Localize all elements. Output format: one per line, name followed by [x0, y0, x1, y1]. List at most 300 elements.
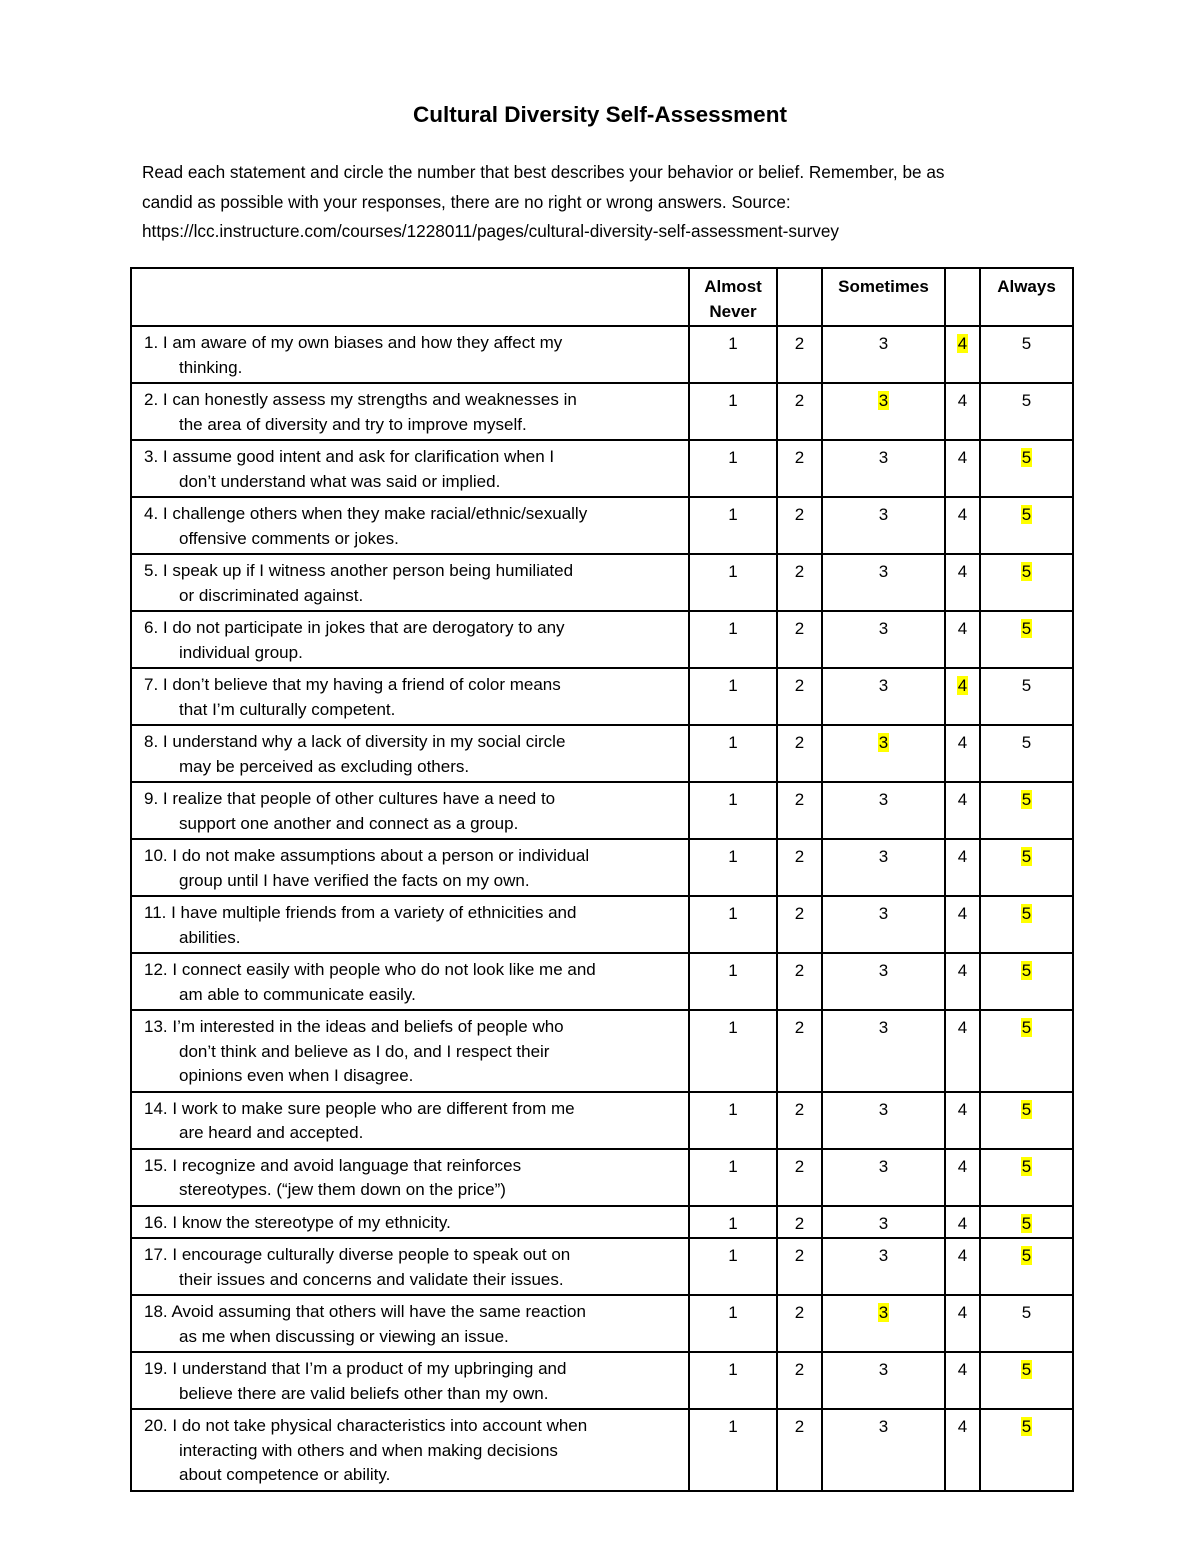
statement-cell	[131, 1238, 689, 1295]
table-row	[131, 1010, 1073, 1092]
statement-text: I encourage culturally diverse people to speak out on	[172, 1245, 571, 1264]
rating-value: 2	[794, 334, 805, 353]
statement-text: I realize that people of other cultures have a need to	[162, 789, 556, 808]
statement-text: I have multiple friends from a variety of ethnicities and	[171, 903, 577, 922]
rating-cell-1[interactable]	[689, 440, 777, 497]
table-row	[131, 782, 1073, 839]
rating-value: 2	[794, 1213, 805, 1233]
rating-value: 1	[728, 619, 738, 638]
statement-text: I don’t believe that my having a friend of color means	[162, 675, 561, 694]
statement-number: 7.	[144, 675, 159, 694]
rating-cell-3[interactable]	[822, 1206, 945, 1239]
statement-number: 19.	[144, 1359, 168, 1378]
statement-text: don’t think and believe as I do, and I respect their	[179, 1041, 550, 1061]
rating-value: 3	[878, 1360, 889, 1379]
rating-value: 4	[957, 391, 968, 410]
statement-text: I work to make sure people who are different from me	[172, 1098, 575, 1118]
rating-cell-3[interactable]	[822, 1352, 945, 1409]
statement-text: I do not make assumptions about a person or individual	[172, 846, 590, 865]
statement-cell	[131, 896, 689, 953]
assessment-table	[130, 267, 1074, 1492]
rating-value: 3	[878, 1018, 889, 1037]
rating-value: 1	[728, 562, 738, 581]
statement-cell	[131, 1149, 689, 1206]
statement-text: I do not participate in jokes that are derogatory to any	[162, 618, 565, 637]
rating-cell-5[interactable]	[980, 953, 1073, 1010]
rating-cell-4[interactable]	[945, 1352, 980, 1409]
rating-cell-3[interactable]	[822, 839, 945, 896]
statement-text: I understand why a lack of diversity in my social circle	[162, 732, 566, 751]
rating-value: 3	[878, 847, 889, 866]
rating-value: 4	[957, 733, 968, 752]
statement-cell	[131, 1409, 689, 1491]
rating-value-selected: 5	[1021, 1156, 1032, 1176]
rating-cell-4[interactable]	[945, 725, 980, 782]
rating-cell-2[interactable]	[777, 383, 822, 440]
statement-cell	[131, 383, 689, 440]
rating-cell-5[interactable]	[980, 1295, 1073, 1352]
rating-cell-5[interactable]	[980, 725, 1073, 782]
table-row	[131, 1352, 1073, 1409]
header-almost-never-label: Almost Never	[704, 277, 762, 321]
statement-cell	[131, 782, 689, 839]
rating-value: 4	[957, 1156, 968, 1176]
rating-value: 3	[878, 562, 889, 581]
rating-cell-1[interactable]	[689, 383, 777, 440]
rating-cell-4[interactable]	[945, 896, 980, 953]
rating-cell-5[interactable]	[980, 1238, 1073, 1295]
rating-value: 5	[1021, 733, 1032, 752]
rating-value: 4	[957, 904, 968, 923]
statement-text: group until I have verified the facts on my own.	[179, 870, 530, 890]
rating-value: 4	[957, 1099, 968, 1119]
rating-value: 2	[794, 733, 805, 752]
rating-value: 1	[728, 1303, 738, 1322]
table-row	[131, 839, 1073, 896]
rating-cell-5[interactable]	[980, 896, 1073, 953]
rating-value: 2	[794, 676, 805, 695]
rating-cell-5[interactable]	[980, 1409, 1073, 1491]
rating-cell-3[interactable]	[822, 440, 945, 497]
rating-cell-1[interactable]	[689, 1010, 777, 1092]
statement-text: abilities.	[179, 927, 241, 947]
rating-value: 4	[957, 1303, 968, 1322]
statement-text: may be perceived as excluding others.	[179, 756, 470, 776]
rating-cell-4[interactable]	[945, 839, 980, 896]
table-row	[131, 497, 1073, 554]
rating-cell-4[interactable]	[945, 554, 980, 611]
rating-value: 4	[957, 961, 968, 980]
table-row	[131, 1238, 1073, 1295]
rating-value: 2	[794, 1099, 805, 1119]
rating-cell-4[interactable]	[945, 1409, 980, 1491]
rating-value: 2	[794, 1303, 805, 1322]
statement-number: 20.	[144, 1416, 168, 1435]
rating-cell-1[interactable]	[689, 1409, 777, 1491]
statement-text: opinions even when I disagree.	[179, 1066, 414, 1085]
statement-text: support one another and connect as a group.	[179, 813, 519, 833]
table-row	[131, 1092, 1073, 1149]
statement-number: 16.	[144, 1212, 168, 1232]
rating-cell-3[interactable]	[822, 1010, 945, 1092]
statement-cell	[131, 953, 689, 1010]
rating-value: 4	[957, 847, 968, 866]
rating-cell-5[interactable]	[980, 554, 1073, 611]
statement-number: 10.	[144, 846, 168, 865]
rating-cell-4[interactable]	[945, 611, 980, 668]
table-row	[131, 440, 1073, 497]
rating-cell-2[interactable]	[777, 839, 822, 896]
rating-cell-5[interactable]	[980, 440, 1073, 497]
source-url: https://lcc.instructure.com/courses/1228011/pages/cultural-diversity-self-assessment-survey	[142, 221, 840, 241]
rating-value: 2	[794, 1156, 805, 1176]
rating-cell-2[interactable]	[777, 1149, 822, 1206]
rating-value: 4	[957, 1213, 968, 1233]
rating-value-selected: 3	[878, 391, 889, 410]
rating-value: 1	[728, 847, 738, 866]
rating-cell-3[interactable]	[822, 953, 945, 1010]
statement-text: as me when discussing or viewing an issue.	[179, 1326, 509, 1346]
statement-text: thinking.	[179, 357, 243, 377]
rating-cell-1[interactable]	[689, 1295, 777, 1352]
rating-cell-1[interactable]	[689, 725, 777, 782]
rating-cell-3[interactable]	[822, 782, 945, 839]
rating-value: 3	[878, 334, 889, 353]
statement-number: 1.	[144, 333, 159, 352]
rating-cell-2[interactable]	[777, 1206, 822, 1239]
rating-value: 2	[794, 391, 805, 410]
statement-text: about competence or ability.	[179, 1465, 391, 1484]
statement-number: 13.	[144, 1017, 168, 1036]
table-row	[131, 1409, 1073, 1491]
statement-cell	[131, 668, 689, 725]
rating-cell-4[interactable]	[945, 782, 980, 839]
rating-value: 3	[878, 505, 889, 524]
rating-value: 1	[728, 676, 738, 695]
rating-cell-2[interactable]	[777, 1092, 822, 1149]
statement-cell	[131, 497, 689, 554]
rating-cell-4[interactable]	[945, 1238, 980, 1295]
rating-value: 2	[794, 1360, 805, 1379]
header-row	[131, 268, 1073, 326]
statement-text: I recognize and avoid language that reinforces	[172, 1155, 522, 1175]
instructions-line: Read each statement and circle the number that best describes your behavior or belief. Remember, be as	[142, 162, 945, 182]
rating-cell-2[interactable]	[777, 497, 822, 554]
rating-value-selected: 5	[1021, 619, 1032, 638]
statement-text: believe there are valid beliefs other than my own.	[179, 1383, 549, 1403]
rating-value-selected: 5	[1021, 961, 1032, 980]
rating-cell-2[interactable]	[777, 1295, 822, 1352]
table-row	[131, 953, 1073, 1010]
rating-value: 3	[878, 676, 889, 695]
statement-text: I challenge others when they make racial/ethnic/sexually	[162, 504, 588, 523]
rating-value-selected: 5	[1021, 505, 1032, 524]
statement-number: 17.	[144, 1245, 168, 1264]
rating-cell-2[interactable]	[777, 782, 822, 839]
rating-cell-1[interactable]	[689, 326, 777, 383]
table-row	[131, 611, 1073, 668]
rating-cell-2[interactable]	[777, 953, 822, 1010]
rating-cell-5[interactable]	[980, 326, 1073, 383]
rating-cell-3[interactable]	[822, 383, 945, 440]
rating-cell-4[interactable]	[945, 326, 980, 383]
statement-number: 5.	[144, 561, 159, 580]
table-row	[131, 383, 1073, 440]
table-row	[131, 1149, 1073, 1206]
instructions	[142, 158, 1072, 247]
statement-text: are heard and accepted.	[179, 1123, 364, 1142]
table-row	[131, 725, 1073, 782]
rating-value: 4	[957, 448, 968, 467]
statement-cell	[131, 839, 689, 896]
rating-cell-1[interactable]	[689, 782, 777, 839]
rating-value: 3	[878, 619, 889, 638]
statement-text: individual group.	[179, 642, 303, 662]
rating-cell-1[interactable]	[689, 1149, 777, 1206]
rating-cell-2[interactable]	[777, 668, 822, 725]
rating-cell-4[interactable]	[945, 1295, 980, 1352]
rating-value: 1	[728, 961, 738, 980]
rating-cell-3[interactable]	[822, 554, 945, 611]
statement-text: I speak up if I witness another person being humiliated	[162, 561, 574, 580]
rating-value: 4	[957, 562, 968, 581]
rating-value-selected: 5	[1021, 448, 1032, 467]
rating-cell-3[interactable]	[822, 725, 945, 782]
rating-cell-2[interactable]	[777, 725, 822, 782]
statement-number: 6.	[144, 618, 159, 637]
header-blank-2	[777, 268, 822, 326]
rating-value: 5	[1021, 676, 1032, 695]
statement-text: I assume good intent and ask for clarification when I	[162, 447, 555, 466]
statement-text: that I’m culturally competent.	[179, 699, 396, 719]
rating-cell-4[interactable]	[945, 497, 980, 554]
header-blank-4	[945, 268, 980, 326]
statement-number: 15.	[144, 1155, 168, 1175]
rating-value: 1	[728, 733, 738, 752]
statement-number: 11.	[144, 903, 167, 922]
statement-cell	[131, 326, 689, 383]
rating-value: 2	[794, 562, 805, 581]
rating-value-selected: 5	[1021, 790, 1032, 809]
rating-cell-5[interactable]	[980, 1010, 1073, 1092]
rating-cell-2[interactable]	[777, 440, 822, 497]
statement-text: I understand that I’m a product of my upbringing and	[172, 1359, 567, 1378]
rating-value-selected: 5	[1021, 847, 1032, 866]
statement-text: or discriminated against.	[179, 585, 364, 605]
rating-cell-4[interactable]	[945, 383, 980, 440]
rating-cell-3[interactable]	[822, 326, 945, 383]
rating-cell-4[interactable]	[945, 1206, 980, 1239]
rating-cell-1[interactable]	[689, 839, 777, 896]
rating-value-selected: 4	[957, 334, 968, 353]
rating-cell-1[interactable]	[689, 896, 777, 953]
rating-cell-3[interactable]	[822, 1092, 945, 1149]
rating-value: 4	[957, 1246, 968, 1265]
rating-value-selected: 5	[1021, 1213, 1032, 1233]
rating-cell-1[interactable]	[689, 554, 777, 611]
rating-cell-3[interactable]	[822, 1238, 945, 1295]
rating-value: 1	[728, 790, 738, 809]
rating-value: 3	[878, 1417, 889, 1436]
rating-value: 3	[878, 1246, 889, 1265]
table-row	[131, 668, 1073, 725]
rating-cell-4[interactable]	[945, 1149, 980, 1206]
rating-value: 1	[728, 1246, 738, 1265]
rating-cell-5[interactable]	[980, 611, 1073, 668]
rating-value-selected: 5	[1021, 1099, 1032, 1119]
rating-cell-2[interactable]	[777, 1409, 822, 1491]
table-row	[131, 1295, 1073, 1352]
rating-value: 2	[794, 1018, 805, 1037]
rating-cell-2[interactable]	[777, 1238, 822, 1295]
statement-number: 9.	[144, 789, 159, 808]
rating-value-selected: 5	[1021, 1417, 1032, 1436]
rating-cell-2[interactable]	[777, 611, 822, 668]
rating-value: 1	[728, 334, 738, 353]
rating-value: 3	[878, 1156, 889, 1176]
statement-number: 2.	[144, 390, 159, 409]
rating-cell-4[interactable]	[945, 440, 980, 497]
statement-text: stereotypes. (“jew them down on the price”)	[179, 1180, 506, 1199]
statement-cell	[131, 1352, 689, 1409]
rating-cell-2[interactable]	[777, 1352, 822, 1409]
rating-value: 3	[878, 790, 889, 809]
rating-cell-5[interactable]	[980, 1206, 1073, 1239]
header-sometimes: Sometimes	[822, 268, 945, 326]
rating-cell-1[interactable]	[689, 497, 777, 554]
rating-cell-1[interactable]	[689, 1238, 777, 1295]
rating-cell-4[interactable]	[945, 1010, 980, 1092]
rating-cell-5[interactable]	[980, 497, 1073, 554]
rating-cell-3[interactable]	[822, 611, 945, 668]
rating-value: 3	[878, 904, 889, 923]
rating-cell-5[interactable]	[980, 1352, 1073, 1409]
statement-text: I’m interested in the ideas and beliefs of people who	[172, 1017, 564, 1036]
rating-value-selected: 3	[878, 733, 889, 752]
statement-cell	[131, 1010, 689, 1092]
rating-value-selected: 4	[957, 676, 968, 695]
rating-cell-2[interactable]	[777, 896, 822, 953]
statement-text: I do not take physical characteristics into account when	[172, 1416, 588, 1435]
rating-value: 1	[728, 1099, 738, 1119]
rating-cell-5[interactable]	[980, 383, 1073, 440]
statement-cell	[131, 1206, 689, 1239]
statement-cell	[131, 611, 689, 668]
rating-cell-5[interactable]	[980, 1149, 1073, 1206]
rating-value-selected: 5	[1021, 904, 1032, 923]
statement-text: their issues and concerns and validate their issues.	[179, 1269, 564, 1289]
rating-cell-1[interactable]	[689, 611, 777, 668]
rating-value-selected: 5	[1021, 1018, 1032, 1037]
statement-cell	[131, 725, 689, 782]
rating-value: 1	[728, 391, 738, 410]
rating-cell-3[interactable]	[822, 1295, 945, 1352]
rating-cell-4[interactable]	[945, 668, 980, 725]
statement-text: Avoid assuming that others will have the same reaction	[171, 1302, 586, 1321]
rating-cell-4[interactable]	[945, 953, 980, 1010]
rating-cell-3[interactable]	[822, 896, 945, 953]
statement-cell	[131, 1295, 689, 1352]
rating-value: 3	[878, 1213, 889, 1233]
rating-value: 2	[794, 448, 805, 467]
rating-cell-2[interactable]	[777, 554, 822, 611]
rating-value: 1	[728, 1156, 738, 1176]
statement-text: am able to communicate easily.	[179, 984, 416, 1004]
rating-cell-3[interactable]	[822, 1149, 945, 1206]
statement-cell	[131, 554, 689, 611]
statement-text: I am aware of my own biases and how they affect my	[162, 333, 563, 352]
rating-cell-5[interactable]	[980, 1092, 1073, 1149]
rating-value: 5	[1021, 1303, 1032, 1322]
rating-cell-1[interactable]	[689, 953, 777, 1010]
rating-value: 1	[728, 904, 738, 923]
table-row	[131, 1206, 1073, 1239]
table-row	[131, 554, 1073, 611]
statement-number: 12.	[144, 960, 168, 979]
rating-value: 1	[728, 505, 738, 524]
rating-value: 3	[878, 448, 889, 467]
rating-value-selected: 3	[878, 1303, 889, 1322]
rating-cell-4[interactable]	[945, 1092, 980, 1149]
rating-cell-5[interactable]	[980, 668, 1073, 725]
rating-cell-3[interactable]	[822, 497, 945, 554]
rating-value: 5	[1021, 334, 1032, 353]
statement-number: 14.	[144, 1098, 168, 1118]
rating-value: 2	[794, 619, 805, 638]
header-almost-never	[689, 268, 777, 326]
statement-text: don’t understand what was said or implied.	[179, 471, 501, 491]
statement-text: offensive comments or jokes.	[179, 528, 399, 548]
rating-cell-3[interactable]	[822, 1409, 945, 1491]
rating-cell-1[interactable]	[689, 1092, 777, 1149]
statement-text: the area of diversity and try to improve myself.	[179, 414, 527, 434]
statement-text: interacting with others and when making decisions	[179, 1440, 558, 1460]
rating-value: 2	[794, 904, 805, 923]
rating-cell-5[interactable]	[980, 839, 1073, 896]
rating-cell-1[interactable]	[689, 668, 777, 725]
header-always: Always	[980, 268, 1073, 326]
rating-value: 2	[794, 961, 805, 980]
statement-cell	[131, 440, 689, 497]
rating-value: 1	[728, 1417, 738, 1436]
rating-cell-2[interactable]	[777, 326, 822, 383]
rating-cell-1[interactable]	[689, 1206, 777, 1239]
rating-value: 4	[957, 1417, 968, 1436]
rating-value: 4	[957, 619, 968, 638]
statement-number: 18.	[144, 1302, 168, 1321]
rating-value: 4	[957, 1018, 968, 1037]
rating-cell-2[interactable]	[777, 1010, 822, 1092]
rating-cell-3[interactable]	[822, 668, 945, 725]
table-row	[131, 326, 1073, 383]
rating-value: 4	[957, 505, 968, 524]
statement-cell	[131, 1092, 689, 1149]
rating-value: 5	[1021, 391, 1032, 410]
rating-value-selected: 5	[1021, 1246, 1032, 1265]
rating-value: 2	[794, 790, 805, 809]
statement-number: 3.	[144, 447, 159, 466]
rating-cell-1[interactable]	[689, 1352, 777, 1409]
rating-value: 1	[728, 1360, 738, 1379]
statement-text: I connect easily with people who do not look like me and	[172, 960, 596, 979]
rating-value: 2	[794, 1417, 805, 1436]
statement-number: 4.	[144, 504, 159, 523]
rating-cell-5[interactable]	[980, 782, 1073, 839]
page-title: Cultural Diversity Self-Assessment	[413, 102, 787, 127]
instructions-line: candid as possible with your responses, there are no right or wrong answers. Source:	[142, 191, 791, 212]
rating-value: 2	[794, 505, 805, 524]
statement-number: 8.	[144, 732, 159, 751]
